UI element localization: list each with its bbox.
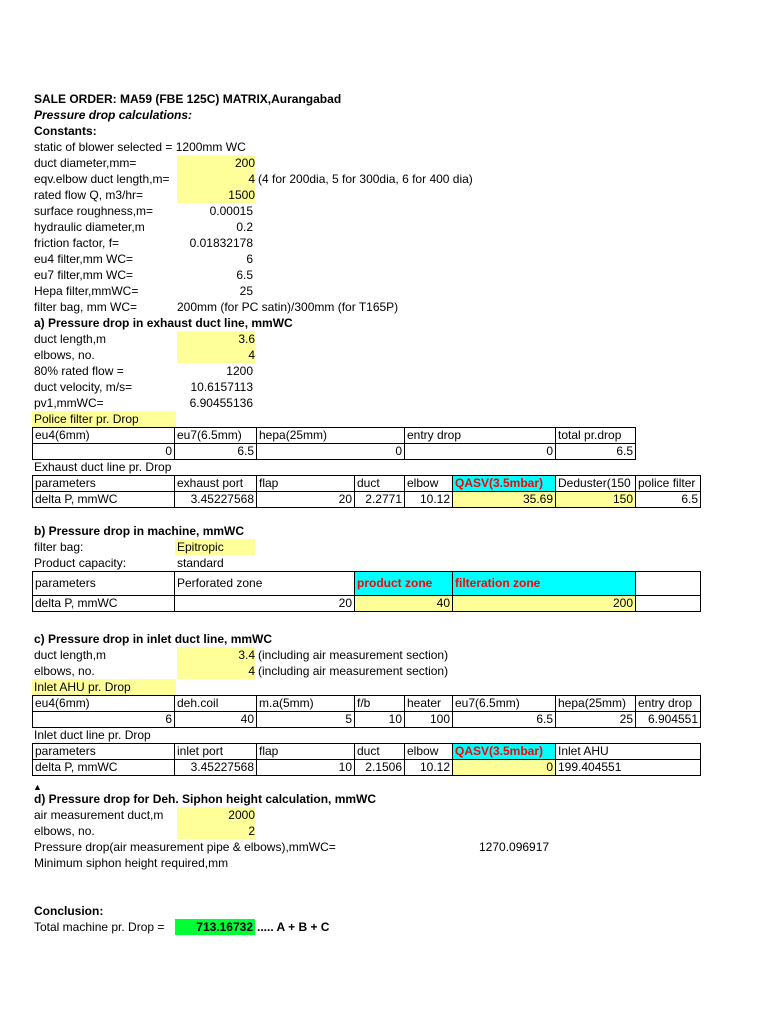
comment-marker-icon: ▲	[33, 782, 42, 792]
deh-elbows-label: elbows, no.	[34, 824, 95, 838]
section-a-heading: a) Pressure drop in exhaust duct line, mmWC	[34, 316, 293, 330]
table-cell[interactable]: m.a(5mm)	[257, 696, 355, 712]
table-cell[interactable]	[636, 596, 701, 612]
table-cell[interactable]: duct	[355, 476, 405, 492]
exhaust-duct-length-cell[interactable]: 3.6	[177, 331, 255, 347]
inlet-elbows-note: (including air measurement section)	[258, 664, 449, 678]
table-cell[interactable]: 20	[175, 596, 355, 612]
table-cell[interactable]: 6.5	[175, 444, 257, 460]
eu7-filter-label: eu7 filter,mm WC=	[34, 268, 134, 282]
rated80-label: 80% rated flow =	[34, 364, 124, 378]
table-cell[interactable]: delta P, mmWC	[33, 596, 175, 612]
eqv-elbow-cell[interactable]: 4	[177, 171, 255, 187]
table-cell[interactable]: 0	[33, 444, 175, 460]
inlet-elbows-cell[interactable]: 4	[177, 663, 255, 679]
section-d-heading: d) Pressure drop for Deh. Siphon height calculation, mmWC	[34, 792, 377, 806]
exhaust-line-label: Exhaust duct line pr. Drop	[34, 460, 172, 474]
section-c-heading: c) Pressure drop in inlet duct line, mmWC	[34, 632, 273, 646]
inlet-ahu-table	[32, 695, 701, 728]
table-cell[interactable]: 25	[556, 712, 636, 728]
table-cell[interactable]: 35.69	[453, 492, 556, 508]
eu7-filter-value: 6.5	[236, 268, 253, 282]
blower-static-text: static of blower selected = 1200mm WC	[34, 140, 246, 154]
eqv-elbow-label: eqv.elbow duct length,m=	[34, 172, 170, 186]
inlet-duct-length-label: duct length,m	[34, 648, 107, 662]
duct-velocity-value: 10.6157113	[190, 380, 253, 394]
table-cell[interactable]: exhaust port	[175, 476, 257, 492]
machine-pressure-table	[32, 571, 701, 612]
roughness-value: 0.00015	[209, 204, 253, 218]
table-cell[interactable]: 0	[405, 444, 556, 460]
table-row	[33, 572, 701, 596]
total-pressure-label: Total machine pr. Drop =	[34, 920, 165, 934]
hepa-filter-label: Hepa filter,mmWC=	[34, 284, 139, 298]
table-cell[interactable]: eu7(6.5mm)	[453, 696, 556, 712]
rated-flow-cell[interactable]: 1500	[177, 187, 255, 203]
table-cell[interactable]: deh.coil	[175, 696, 257, 712]
table-row	[33, 596, 701, 612]
roughness-label: surface roughness,m=	[34, 204, 154, 218]
machine-filter-bag-label: filter bag:	[34, 540, 84, 554]
constants-heading: Constants:	[34, 124, 97, 138]
inlet-duct-length-note: (including air measurement section)	[258, 648, 449, 662]
inlet-line-table	[32, 743, 701, 776]
table-cell[interactable]: 40	[355, 596, 453, 612]
table-cell[interactable]: delta P, mmWC	[33, 760, 175, 776]
table-cell[interactable]: 10	[355, 712, 405, 728]
table-cell[interactable]: hepa(25mm)	[556, 696, 636, 712]
deh-elbows-cell[interactable]: 2	[177, 823, 255, 839]
sale-order-title: SALE ORDER: MA59 (FBE 125C) MATRIX,Aurangabad	[34, 92, 342, 106]
table-cell[interactable]: 199.404551	[556, 760, 701, 776]
table-cell[interactable]: elbow	[405, 476, 453, 492]
table-cell[interactable]: 6.5	[453, 712, 556, 728]
table-cell[interactable]: 5	[257, 712, 355, 728]
table-cell[interactable]: 20	[257, 492, 355, 508]
table-cell[interactable]: parameters	[33, 476, 175, 492]
table-cell[interactable]: eu4(6mm)	[33, 428, 175, 444]
table-cell[interactable]: 10.12	[405, 492, 453, 508]
inlet-elbows-label: elbows, no.	[34, 664, 95, 678]
table-cell[interactable]: QASV(3.5mbar)	[453, 744, 556, 760]
table-cell[interactable]: parameters	[33, 572, 175, 596]
table-cell[interactable]: 3.45227568	[175, 760, 257, 776]
eu4-filter-value: 6	[246, 252, 253, 266]
table-cell[interactable]: 6.904551	[636, 712, 701, 728]
table-cell[interactable]: product zone	[355, 572, 453, 596]
table-cell[interactable]: 3.45227568	[175, 492, 257, 508]
air-pressure-drop-label: Pressure drop(air measurement pipe & elbows),mmWC=	[34, 840, 336, 854]
exhaust-elbows-cell[interactable]: 4	[177, 347, 255, 363]
table-cell[interactable]: elbow	[405, 744, 453, 760]
total-formula: ..... A + B + C	[257, 920, 330, 934]
table-cell[interactable]: parameters	[33, 744, 175, 760]
product-capacity-value: standard	[177, 556, 224, 570]
police-filter-table	[32, 427, 636, 460]
friction-factor-label: friction factor, f=	[34, 236, 120, 250]
table-cell[interactable]: f/b	[355, 696, 405, 712]
rated80-value: 1200	[226, 364, 253, 378]
table-cell[interactable]: 0	[453, 760, 556, 776]
product-capacity-label: Product capacity:	[34, 556, 127, 570]
exhaust-line-table	[32, 475, 701, 508]
table-cell[interactable]: filteration zone	[453, 572, 636, 596]
table-cell[interactable]: 6.5	[556, 444, 636, 460]
pv1-value: 6.90455136	[189, 396, 253, 410]
siphon-height-label: Minimum siphon height required,mm	[34, 856, 229, 870]
exhaust-elbows-label: elbows, no.	[34, 348, 95, 362]
table-cell[interactable]: 200	[453, 596, 636, 612]
table-cell[interactable]: 40	[175, 712, 257, 728]
machine-filter-bag-cell[interactable]: Epitropic	[175, 539, 255, 555]
table-cell[interactable]: 100	[405, 712, 453, 728]
section-b-heading: b) Pressure drop in machine, mmWC	[34, 524, 245, 538]
table-cell[interactable]: inlet port	[175, 744, 257, 760]
table-cell[interactable]: police filter	[636, 476, 701, 492]
air-duct-cell[interactable]: 2000	[177, 807, 255, 823]
air-duct-label: air measurement duct,m	[34, 808, 164, 822]
table-cell[interactable]: 6.5	[636, 492, 701, 508]
table-cell[interactable]: QASV(3.5mbar)	[453, 476, 556, 492]
table-row	[33, 712, 701, 728]
table-cell[interactable]: flap	[257, 476, 355, 492]
table-cell[interactable]: hepa(25mm)	[257, 428, 405, 444]
table-row	[33, 444, 636, 460]
inlet-line-label: Inlet duct line pr. Drop	[34, 728, 151, 742]
table-cell[interactable]: 2.2771	[355, 492, 405, 508]
table-row	[33, 476, 701, 492]
hydraulic-diameter-label: hydraulic diameter,m	[34, 220, 145, 234]
table-cell[interactable]: flap	[257, 744, 355, 760]
inlet-duct-length-cell[interactable]: 3.4	[177, 647, 255, 663]
duct-diameter-cell[interactable]: 200	[177, 155, 255, 171]
table-cell[interactable]: total pr.drop	[556, 428, 636, 444]
table-row	[33, 760, 701, 776]
table-cell[interactable]: delta P, mmWC	[33, 492, 175, 508]
table-cell[interactable]: 150	[556, 492, 636, 508]
conclusion-heading: Conclusion:	[34, 904, 104, 918]
table-row	[33, 428, 636, 444]
table-cell[interactable]: Inlet AHU	[556, 744, 701, 760]
table-cell[interactable]: duct	[355, 744, 405, 760]
table-cell[interactable]: Deduster(150	[556, 476, 636, 492]
table-cell[interactable]: heater	[405, 696, 453, 712]
hepa-filter-value: 25	[239, 284, 253, 298]
police-filter-label: Police filter pr. Drop	[32, 411, 176, 427]
pv1-label: pv1,mmWC=	[34, 396, 104, 410]
table-cell[interactable]: Perforated zone	[175, 572, 355, 596]
duct-diameter-label: duct diameter,mm=	[34, 156, 137, 170]
friction-factor-value: 0.01832178	[189, 236, 253, 250]
table-cell[interactable]	[636, 572, 701, 596]
hydraulic-diameter-value: 0.2	[236, 220, 253, 234]
table-cell[interactable]: eu4(6mm)	[33, 696, 175, 712]
table-cell[interactable]: 10	[257, 760, 355, 776]
table-cell[interactable]: 6	[33, 712, 175, 728]
table-cell[interactable]: 10.12	[405, 760, 453, 776]
duct-velocity-label: duct velocity, m/s=	[34, 380, 133, 394]
inlet-ahu-label: Inlet AHU pr. Drop	[32, 679, 176, 695]
table-cell[interactable]: eu7(6.5mm)	[175, 428, 257, 444]
exhaust-duct-length-label: duct length,m	[34, 332, 107, 346]
eqv-elbow-note: (4 for 200dia, 5 for 300dia, 6 for 400 dia)	[258, 172, 473, 186]
rated-flow-label: rated flow Q, m3/hr=	[34, 188, 144, 202]
table-cell[interactable]: 2.1506	[355, 760, 405, 776]
table-row	[33, 696, 701, 712]
table-row	[33, 744, 701, 760]
table-cell[interactable]: 0	[257, 444, 405, 460]
filter-bag-value: 200mm (for PC satin)/300mm (for T165P)	[177, 300, 399, 314]
filter-bag-label: filter bag, mm WC=	[34, 300, 138, 314]
air-pressure-drop-value: 1270.096917	[479, 840, 550, 854]
calc-subtitle: Pressure drop calculations:	[34, 108, 193, 122]
table-row	[33, 492, 701, 508]
table-cell[interactable]: entry drop	[636, 696, 701, 712]
table-cell[interactable]: entry drop	[405, 428, 556, 444]
eu4-filter-label: eu4 filter,mm WC=	[34, 252, 134, 266]
total-pressure-cell[interactable]: 713.16732	[175, 919, 255, 935]
